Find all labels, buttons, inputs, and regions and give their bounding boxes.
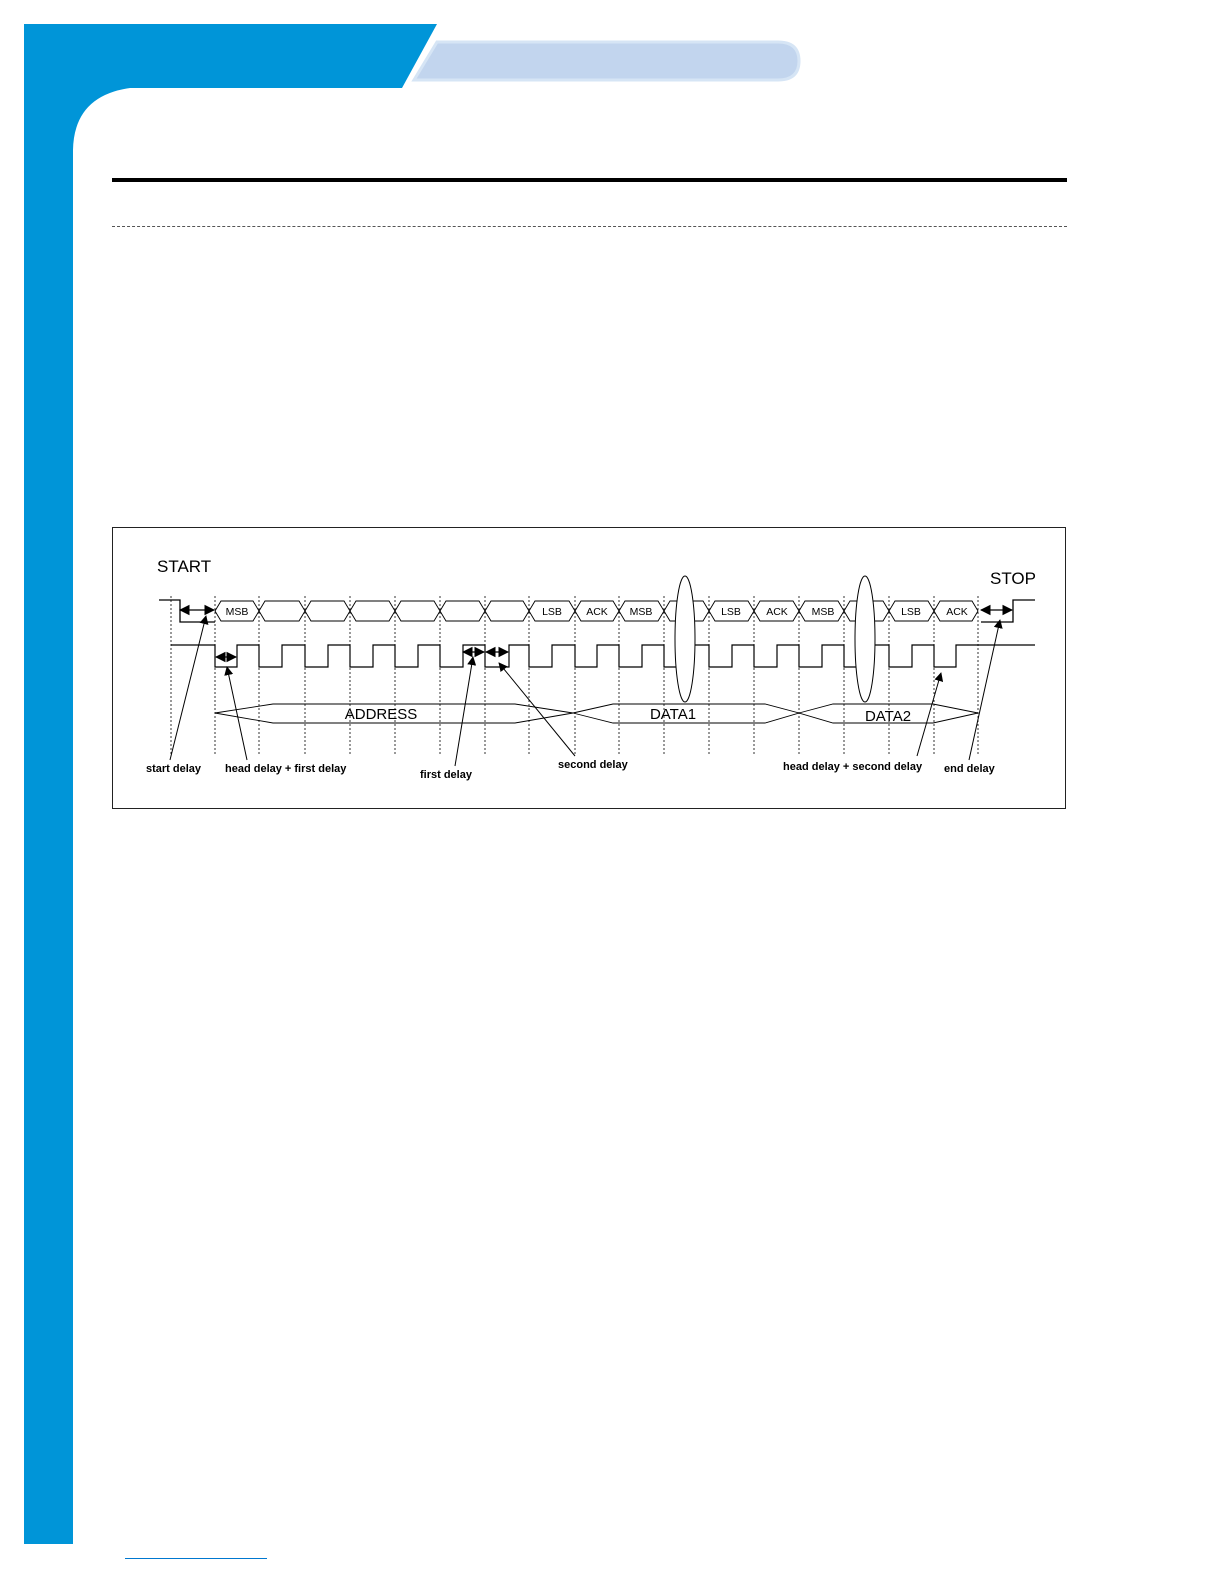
sda-stop-line — [981, 600, 1035, 622]
scl-clock-wave — [171, 645, 1035, 667]
segment-data1-label: DATA1 — [649, 706, 697, 723]
byte-ack-data1: ACK — [766, 606, 788, 618]
byte-ack-data2: ACK — [946, 606, 968, 618]
byte-lsb-data2: LSB — [901, 606, 921, 618]
timing-diagram — [112, 527, 1066, 809]
footer-link-underline — [125, 1558, 267, 1559]
header-rule — [112, 178, 1067, 182]
header-tab — [414, 42, 799, 80]
byte-msb-address: MSB — [225, 606, 249, 618]
annotation-first-delay: first delay — [420, 769, 472, 781]
annotation-second-delay: second delay — [558, 759, 628, 771]
segment-hexagons — [215, 704, 978, 723]
break-ellipse-data1 — [675, 576, 695, 702]
segment-address-label: ADDRESS — [344, 706, 418, 723]
annotation-end-delay: end delay — [944, 763, 995, 775]
byte-lsb-data1: LSB — [721, 606, 741, 618]
byte-msb-data1: MSB — [629, 606, 653, 618]
annotation-start-delay: start delay — [146, 763, 202, 775]
byte-ack-address: ACK — [586, 606, 608, 618]
byte-msb-data2: MSB — [811, 606, 835, 618]
start-label: START — [157, 557, 212, 576]
annotation-head-second-delay: head delay + second delay — [783, 761, 923, 773]
annotation-head-first-delay: head delay + first delay — [225, 763, 347, 775]
sda-start-line — [159, 600, 215, 622]
stop-label: STOP — [990, 569, 1036, 588]
dashed-rule — [112, 226, 1067, 227]
byte-lsb-address: LSB — [542, 606, 562, 618]
break-ellipse-data2 — [855, 576, 875, 702]
segment-data2-label: DATA2 — [864, 708, 912, 725]
